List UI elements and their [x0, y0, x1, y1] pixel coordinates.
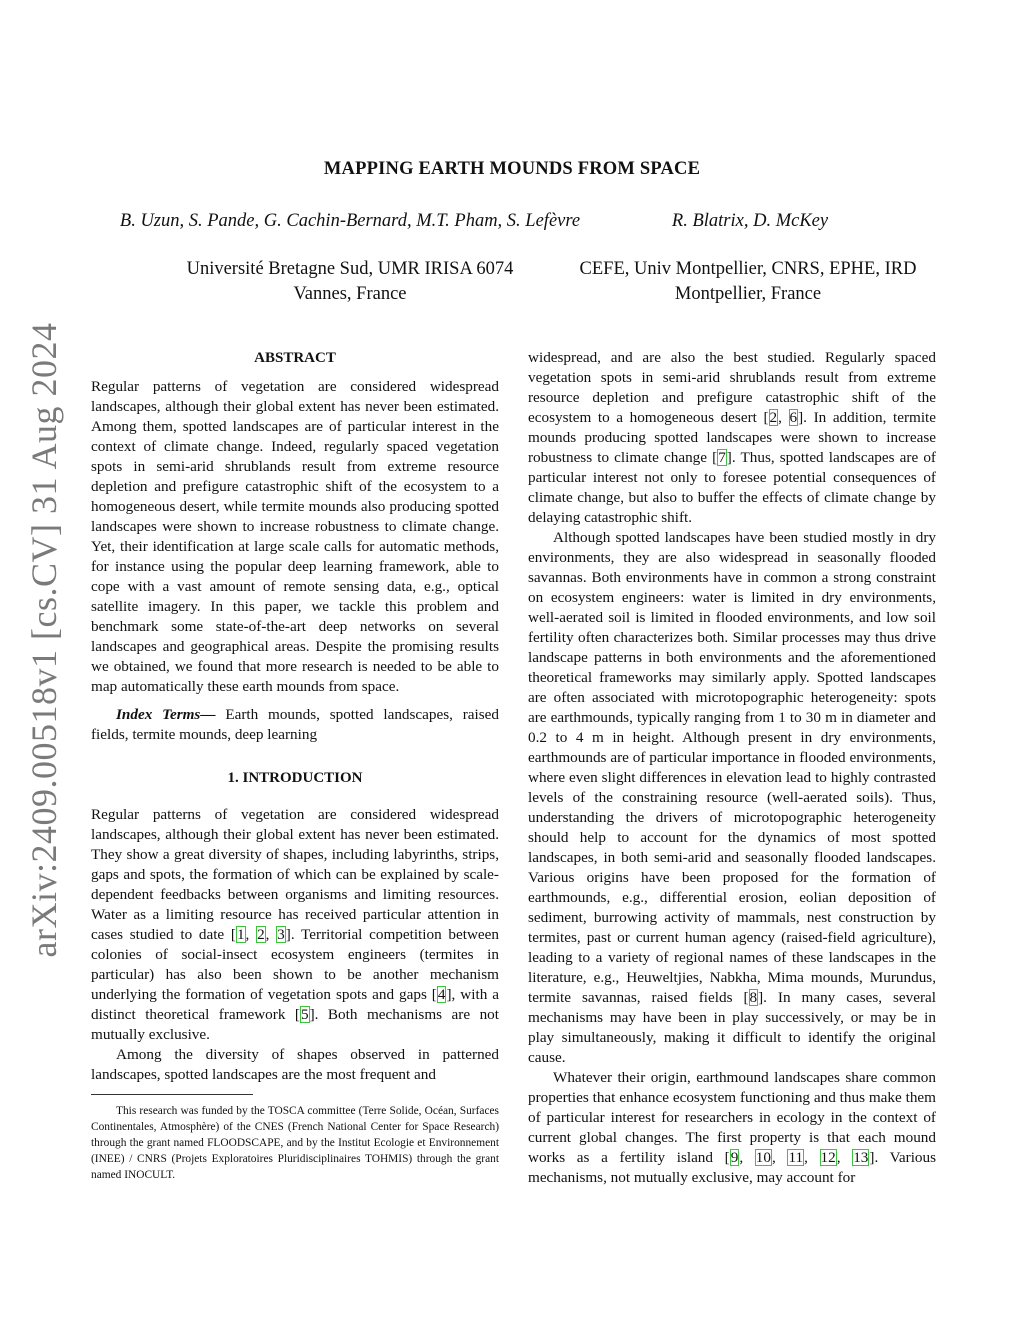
citation-link[interactable]: 2 — [769, 409, 778, 426]
citation-link[interactable]: 4 — [437, 986, 446, 1003]
right-paragraph-2 — [528, 528, 936, 1068]
citation-link[interactable]: 9 — [730, 1149, 739, 1166]
citation-link[interactable]: 12 — [820, 1149, 836, 1166]
arxiv-watermark — [14, 322, 74, 958]
affiliation-1-line2: Vannes, France — [293, 284, 407, 304]
affiliation-2-line1: CEFE, Univ Montpellier, CNRS, EPHE, IRD — [579, 259, 917, 279]
author-group-1: B. Uzun, S. Pande, G. Cachin-Bernard, M.T. Pham, S. Lefèvre — [119, 211, 581, 231]
right-paragraph-1: widespread, and are also the best studied. Regularly spaced vegetation spots in semi-arid shrublands result from extreme resource depletion and prefigure catastrophic shift of the ecosystem to a homogeneous desert [2, 6]. In addition, termite mounds producing spotted landscapes were shown to increase robustness to climate change [7]. Thus, spotted landscapes are of particular interest not only to foresee potential consequences of climate change, but also to buffer the effects of climate change by delaying catastrophic shift. — [528, 349, 937, 526]
citation-link[interactable]: 10 — [755, 1149, 771, 1166]
citation-link[interactable]: 11 — [788, 1149, 804, 1166]
index-terms — [91, 705, 499, 745]
affiliation-1 — [150, 257, 550, 307]
citation-link[interactable]: 5 — [300, 1006, 309, 1023]
text-run: widespread, and are also the best studied. Regularly spaced vegetation spots in semi-arid shrublands result from extreme resource depletion and prefigure catastrophic shift of the ecosystem to a homogeneous desert [ — [528, 349, 936, 426]
arxiv-id: arXiv:2409.00518v1 [cs.CV] 31 Aug 2024 — [24, 322, 64, 958]
author-group-2: R. Blatrix, D. McKey — [671, 211, 829, 231]
text-run: Although spotted landscapes have been studied mostly in dry environments, they are also widespread in seasonally flooded savannas. Both environments have in common a strong constraint on ecosystem engineers: water is limited in dry environments, well-aerated soil is limited in flooded environments, and low soil fertility often characterizes both. Similar processes may thus drive landscape patterns in both environments and the aforementioned theoretical frameworks may similarly apply. Spotted landscapes are often associated with microtopographic heterogeneity: spots are earthmounds, typically ranging from 1 to 30 m in diameter and 0.2 to 4 m in height. Although present in dry environments, earthmounds are of particular importance in flooded environments, where even slight differences in elevation lead to highly contrasted levels of the constraining resource (well-aerated soils). Thus, understanding the drivers of microtopographic heterogeneity should help to account for the dynamics of most spotted landscapes, in both semi-arid and seasonally flooded landscapes. Various origins have been proposed for the formation of earthmounds, e.g., differential erosion, eolian deposition of sediment, burrowing activity of mammals, nest construction by termites, past or current human agency (raised-field agriculture), leading to a variety of regional names of these landscapes in the literature, e.g., Heuweltjies, Nabkha, Mima mounds, Murundus, termite savannas, raised fields [ — [528, 529, 936, 1006]
citation-link[interactable]: 3 — [277, 926, 285, 943]
text-run: ]. In many cases, several mechanisms may have been in play successively, or may be in play simultaneously, making it difficult to identify the original cause. — [528, 989, 937, 1066]
citation-link[interactable]: 7 — [718, 449, 726, 466]
right-paragraph-3: Whatever their origin, earthmound landscapes share common properties that enhance ecosystem functioning and thus make them of particular interest for researchers in ecology in the context of current global changes. The first property is that each mound works as a fertility island [9, 10, 11, 12, 13]. Various mechanisms, not mutually exclusive, may account for — [528, 1069, 937, 1186]
left-column — [91, 348, 499, 1183]
text-run: Regular patterns of vegetation are considered widespread landscapes, although their global extent has never been estimated. They show a great diversity of shapes, including labyrinths, strips, gaps and spots, the formation of which can be explained by scale-dependent feedbacks between organisms and limiting resources. Water as a limiting resource has received particular attention in cases studied to date [ — [91, 806, 499, 943]
citation-link[interactable]: 2 — [257, 926, 265, 943]
right-column — [528, 348, 936, 1188]
text-run: ], with a distinct theoretical framework [ — [91, 986, 499, 1023]
index-terms-text: Earth mounds, spotted landscapes, raised fields, termite mounds, deep learning — [91, 706, 499, 743]
abstract-text: Regular patterns of vegetation are considered widespread landscapes, although their global extent has never been estimated. Among them, spotted landscapes are of particular interest in the context of climate change. Indeed, regularly spaced vegetation spots in semi-arid shrublands result from extreme resource depletion and prefigure catastrophic shift of the ecosystem to a homogeneous desert, while termite mounds also producing spotted landscapes were shown to increase robustness to climate change. Yet, their identification at large scale calls for automatic methods, for instance using the popular deep learning framework, able to cope with a vast amount of remote sensing data, e.g., optical satellite imagery. In this paper, we tackle this problem and benchmark some state-of-the-art deep networks on several landscapes and geographical areas. Despite the promising results we obtained, we found that more research is needed to be able to map automatically these earth mounds from space. — [91, 378, 499, 695]
text-run: ]. Thus, spotted landscapes are of particular interest not only to foresee potential consequences of climate change, but also to buffer the effects of climate change by delaying catastrophic shift. — [528, 449, 936, 526]
text-run: ]. In addition, termite mounds producing spotted landscapes were shown to increase robustness to climate change [ — [528, 409, 937, 466]
intro-paragraph-2: Among the diversity of shapes observed in patterned landscapes, spotted landscapes are the most frequent and — [91, 1046, 499, 1083]
affiliation-1-line1: Université Bretagne Sud, UMR IRISA 6074 — [186, 259, 514, 279]
footnote: This research was funded by the TOSCA committee (Terre Solide, Océan, Surfaces Continentales, Atmosphère) of the CNES (French National Center for Space Research) through the grant named FLOODSCAPE, and by the Institut Ecologie et Environnement (INEE) / CNRS (Projets Exploratoires Pluridisciplinaires TOHMIS) through the grant named INOCULT. — [91, 1105, 499, 1181]
abstract-heading: ABSTRACT — [254, 350, 336, 366]
affiliation-2-line2: Montpellier, France — [674, 284, 822, 304]
citation-link[interactable]: 6 — [789, 409, 798, 426]
paper-title: MAPPING EARTH MOUNDS FROM SPACE — [323, 159, 701, 179]
citation-link[interactable]: 13 — [853, 1149, 869, 1166]
text-run: Whatever their origin, earthmound landscapes share common properties that enhance ecosystem functioning and thus make them of particular interest for researchers in ecology in the context of current global changes. The first property is that each mound works as a fertility island [ — [528, 1069, 936, 1166]
index-terms-label: Index Terms— — [116, 706, 216, 723]
intro-paragraph-1: Regular patterns of vegetation are considered widespread landscapes, although their global extent has never been estimated. They show a great diversity of shapes, including labyrinths, strips, gaps and spots, the formation of which can be explained by scale-dependent feedbacks between organisms and limiting resources. Water as a limiting resource has received particular attention in cases studied to date [1, 2, 3]. Territorial competition between colonies of social-insect ecosystem engineers (termites in particular) has also been shown to be another mechanism underlying the formation of vegetation spots and gaps [4], with a distinct theoretical framework [5]. Both mechanisms are not mutually exclusive. — [91, 806, 499, 1043]
introduction-heading: 1. INTRODUCTION — [227, 770, 363, 786]
affiliation-2 — [548, 257, 948, 307]
text-run: ]. Various mechanisms, not mutually exclusive, may account for — [528, 1149, 937, 1186]
footnote-divider — [91, 1094, 253, 1095]
citation-link[interactable]: 1 — [236, 926, 245, 943]
citation-link[interactable]: 8 — [749, 989, 758, 1006]
text-run: ]. Territorial competition between colonies of social-insect ecosystem engineers (termites in particular) has also been shown to be another mechanism underlying the formation of vegetation spots and gaps [ — [91, 926, 499, 1003]
text-run: ]. Both mechanisms are not mutually exclusive. — [91, 1006, 499, 1043]
